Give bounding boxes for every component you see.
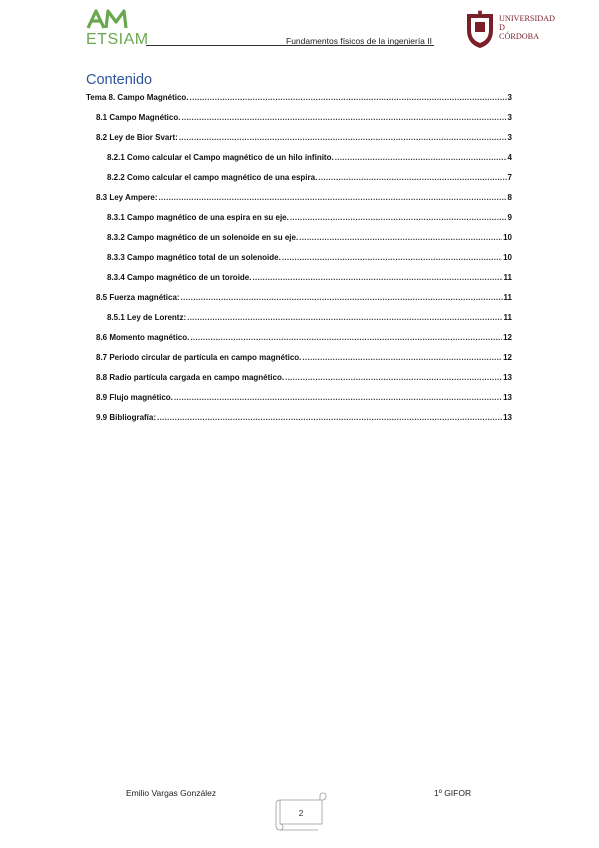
toc-entry[interactable]: 8.2.1 Como calcular el Campo magnético de un hilo infinito. ..... 4 (107, 152, 512, 164)
university-crest-icon (463, 10, 497, 50)
toc-entry[interactable]: 8.5 Fuerza magnética: ..... 11 (96, 292, 512, 304)
toc-entry[interactable]: 8.3 Ley Ampere: ..... 8 (96, 192, 512, 204)
footer-author: Emilio Vargas González (126, 788, 217, 798)
toc-entry[interactable]: 8.6 Momento magnético. ..... 12 (96, 332, 512, 344)
toc-entry[interactable]: 8.3.3 Campo magnético total de un solenoide. ..... 10 (107, 252, 512, 264)
toc-entry[interactable]: 8.3.2 Campo magnético de un solenoide en su eje. ..... 10 (107, 232, 512, 244)
toc-entry[interactable]: Tema 8. Campo Magnético. ..... 3 (86, 92, 512, 104)
document-header-title: Fundamentos físicos de la ingeniería II (286, 36, 432, 46)
page-number: 2 (298, 808, 304, 818)
university-logo (463, 10, 563, 54)
toc-heading: Contenido (86, 72, 153, 88)
toc-entry[interactable]: 8.7 Periodo circular de partícula en campo magnético. ..... 12 (96, 352, 512, 364)
toc-entry[interactable]: 8.2 Ley de Bior Svart: ..... 3 (96, 132, 512, 144)
toc-entry[interactable]: 8.5.1 Ley de Lorentz: ..... 11 (107, 312, 512, 324)
toc-entry[interactable]: 8.8 Radio partícula cargada en campo magnético. ..... 13 (96, 372, 512, 384)
footer-course: 1º GIFOR (434, 788, 472, 798)
toc-entry[interactable]: 8.1 Campo Magnético. ..... 3 (96, 112, 512, 124)
toc-entry[interactable]: 8.2.2 Como calcular el campo magnético de una espira. ..... 7 (107, 172, 512, 184)
logo-left-text: ETSIAM (86, 31, 149, 48)
university-name: UNIVERSIDAD D CÓRDOBA (499, 14, 555, 41)
toc-entry[interactable]: 8.3.1 Campo magnético de una espira en su eje. ..... 9 (107, 212, 512, 224)
am-mark-icon (86, 8, 130, 32)
header-rule (146, 45, 434, 46)
etsiam-logo (86, 8, 148, 48)
toc-entry[interactable]: 9.9 Bibliografía: ..... 13 (96, 412, 512, 424)
toc-entry[interactable]: 8.9 Flujo magnético. ..... 13 (96, 392, 512, 404)
toc-entry[interactable]: 8.3.4 Campo magnético de un toroide. ..... 11 (107, 272, 512, 284)
